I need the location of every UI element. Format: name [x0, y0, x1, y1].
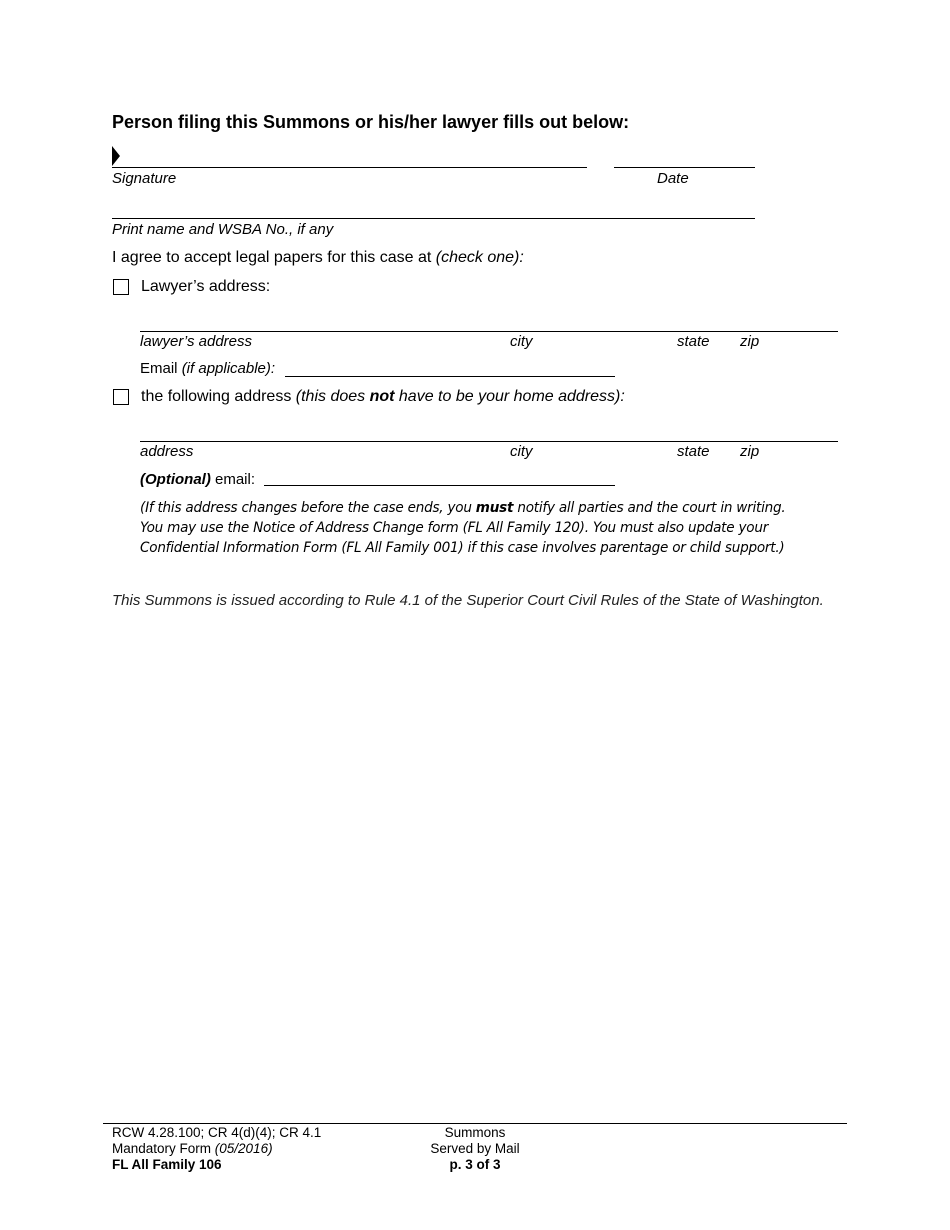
note-bold: must: [475, 499, 514, 516]
footer-divider: [103, 1123, 847, 1124]
footer-mandatory-text: Mandatory Form: [112, 1141, 215, 1156]
optional-email-label: [140, 471, 255, 488]
lawyer-state-col-label: state: [677, 333, 710, 350]
signature-label: Signature: [112, 170, 177, 187]
print-name-line[interactable]: [112, 218, 755, 219]
lawyer-city-col-label: city: [510, 333, 533, 350]
optional-email-flag: (Optional): [140, 471, 211, 488]
other-address-option-label: [141, 388, 625, 406]
footer-form-id: FL All Family 106: [112, 1157, 222, 1172]
other-address-col-label: address: [140, 443, 194, 460]
lawyer-email-qualifier: (if applicable):: [181, 360, 276, 377]
footer-page-number: p. 3 of 3: [449, 1157, 501, 1172]
footer-citation: RCW 4.28.100; CR 4(d)(4); CR 4.1: [112, 1125, 322, 1140]
lawyer-email-text: Email: [140, 360, 182, 377]
optional-email-field[interactable]: [264, 485, 615, 486]
footer-doc-subtitle: Served by Mail: [430, 1141, 520, 1156]
lawyer-email-field[interactable]: [285, 376, 615, 377]
other-address-line[interactable]: [140, 441, 838, 442]
lawyer-zip-col-label: zip: [740, 333, 760, 350]
footer-center: [395, 1125, 555, 1173]
lawyer-address-col-label: lawyer’s address: [140, 333, 252, 350]
other-address-prefix: the following address: [141, 388, 296, 405]
footer-doc-title: Summons: [444, 1125, 506, 1140]
footer-mandatory-date: (05/2016): [214, 1141, 273, 1156]
other-zip-col-label: zip: [740, 443, 760, 460]
other-state-col-label: state: [677, 443, 710, 460]
lawyer-address-checkbox[interactable]: [113, 279, 129, 295]
note-part2: notify all parties and the court in writing. You may use the Notice of Address Change form (FL All Family 120). You must also update your Confidential Information Form (FL All Family 001) if this case involves parentage or child support.): [140, 499, 786, 556]
date-line[interactable]: [614, 167, 755, 168]
footer-left: [112, 1125, 321, 1173]
section-heading: Person filing this Summons or his/her lawyer fills out below:: [112, 112, 630, 132]
note-part1: (If this address changes before the case ends, you: [140, 499, 476, 516]
other-address-italic1: (this does: [295, 388, 370, 405]
sign-here-arrow-icon: [112, 146, 120, 166]
address-change-note: [140, 498, 791, 558]
lawyer-address-line[interactable]: [140, 331, 838, 332]
footer-mandatory: [112, 1141, 321, 1157]
agree-statement: [112, 249, 524, 267]
other-address-bold: not: [369, 388, 395, 405]
agree-suffix: (check one):: [435, 249, 524, 266]
lawyer-email-label: [140, 360, 275, 377]
lawyer-address-option-label: Lawyer’s address:: [141, 278, 271, 295]
agree-prefix: I agree to accept legal papers for this case at: [112, 249, 436, 266]
other-city-col-label: city: [510, 443, 533, 460]
signature-line[interactable]: [112, 167, 587, 168]
print-name-label: Print name and WSBA No., if any: [112, 221, 334, 238]
optional-email-text: email:: [210, 471, 256, 488]
rule-statement: This Summons is issued according to Rule 4.1 of the Superior Court Civil Rules of the State of Washington.: [112, 592, 824, 609]
date-label: Date: [657, 170, 689, 187]
other-address-italic2: have to be your home address):: [394, 388, 625, 405]
other-address-checkbox[interactable]: [113, 389, 129, 405]
